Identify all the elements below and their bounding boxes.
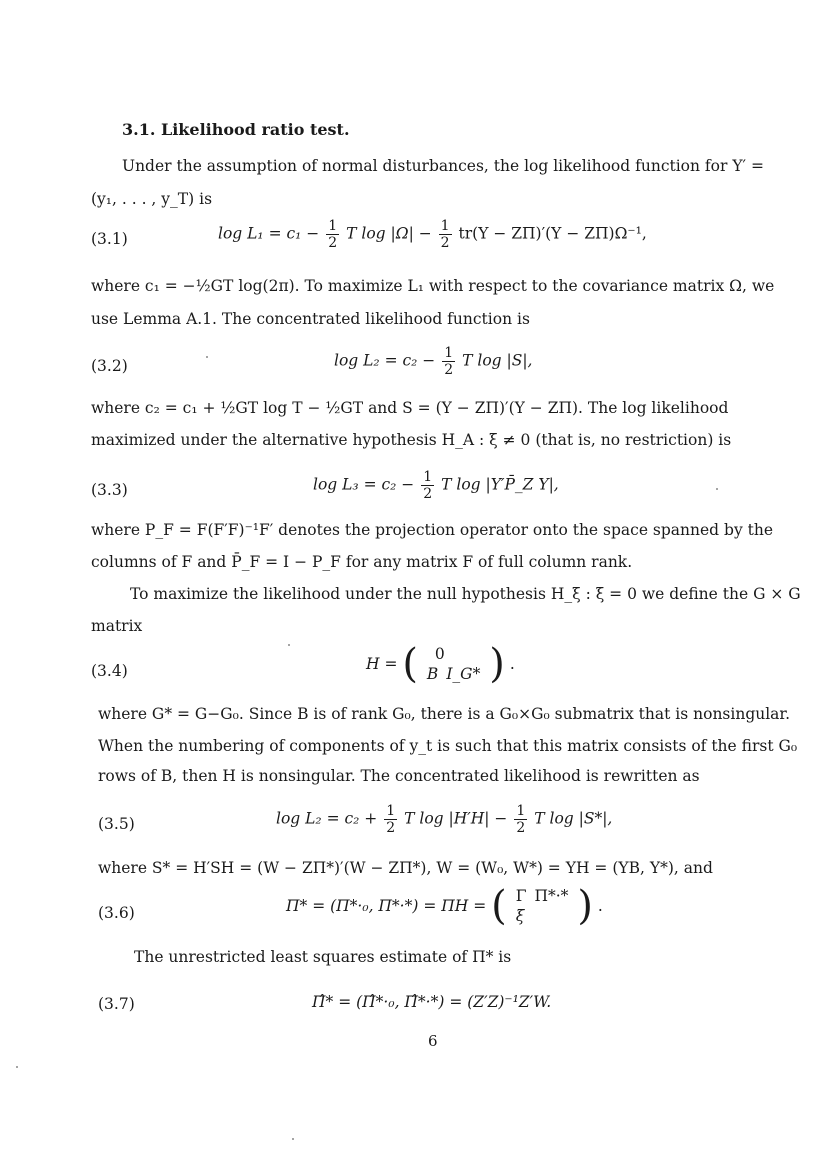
paragraph-line: where S* = H′SH = (W − ZΠ*)′(W − ZΠ*), W = (W₀, W*) = YH = (YB, Y*), and	[98, 859, 713, 877]
equation-number: (3.2)	[91, 357, 128, 375]
paragraph-line: When the numbering of components of y_t is such that this matrix consists of the first G₀	[98, 737, 798, 755]
equation-number: (3.1)	[91, 230, 128, 248]
paragraph-line: maximized under the alternative hypothesis H_A : ξ ≠ 0 (that is, no restriction) is	[91, 431, 732, 449]
equation-3-2: log L₂ = c₂ − $\frac{1}{2}$ T log |S|,	[334, 345, 533, 378]
page-number: 6	[428, 1032, 438, 1050]
scan-speck	[292, 1138, 294, 1140]
paragraph-line: where P_F = F(F′F)⁻¹F′ denotes the projection operator onto the space spanned by the	[91, 521, 774, 539]
paragraph-line: columns of F and P̄_F = I − P_F for any matrix F of full column rank.	[91, 553, 633, 571]
paragraph-line: where G* = G−G₀. Since B is of rank G₀, there is a G₀×G₀ submatrix that is nonsingular.	[98, 705, 791, 723]
scan-speck	[288, 644, 290, 646]
equation-3-7: Π̂* = (Π̂*·₀, Π̂*·*) = (Z′Z)⁻¹Z′W.	[312, 993, 552, 1011]
section-title: 3.1. Likelihood ratio test.	[122, 120, 350, 139]
scan-speck	[716, 488, 718, 490]
paragraph-line: rows of B, then H is nonsingular. The concentrated likelihood is rewritten as	[98, 767, 700, 785]
paragraph-line: To maximize the likelihood under the null hypothesis H_ξ : ξ = 0 we define the G × G	[130, 585, 801, 603]
scan-speck	[206, 356, 208, 358]
paragraph-line: The unrestricted least squares estimate of Π* is	[134, 948, 512, 966]
scan-speck	[16, 1066, 18, 1068]
equation-number: (3.6)	[98, 904, 135, 922]
paragraph-line: matrix	[91, 617, 143, 635]
paragraph-line: use Lemma A.1. The concentrated likelihood function is	[91, 310, 530, 328]
paragraph-line: where c₂ = c₁ + ½GT log T − ½GT and S = (Y − ZΠ)′(Y − ZΠ). The log likelihood	[91, 399, 729, 417]
equation-number: (3.4)	[91, 662, 128, 680]
paragraph-line: (y₁, . . . , y_T) is	[91, 190, 213, 208]
equation-number: (3.7)	[98, 995, 135, 1013]
paragraph-line: where c₁ = −½GT log(2π). To maximize L₁ with respect to the covariance matrix Ω, we	[91, 277, 775, 295]
paragraph-line: Under the assumption of normal disturbances, the log likelihood function for Y′ =	[122, 157, 764, 175]
equation-number: (3.3)	[91, 481, 128, 499]
equation-3-5: log L₂ = c₂ + $\frac{1}{2}$ T log |H′H| − $\frac{1}{2}$ T log |S*|,	[276, 803, 613, 836]
equation-3-3: log L₃ = c₂ − $\frac{1}{2}$ T log |Y′P̄_Z Y|,	[313, 469, 559, 502]
equation-3-4: H = ( 0 B I_G* ) .	[366, 641, 515, 687]
equation-3-1: log L₁ = c₁ − $\frac{1}{2}$ T log |Ω| − $\frac{1}{2}$ tr(Y − ZΠ)′(Y − ZΠ)Ω⁻¹,	[218, 218, 647, 251]
equation-3-6: Π* = (Π*·₀, Π*·*) = ΠH = ( Γ Π*·* ξ ) .	[286, 883, 603, 929]
equation-number: (3.5)	[98, 815, 135, 833]
